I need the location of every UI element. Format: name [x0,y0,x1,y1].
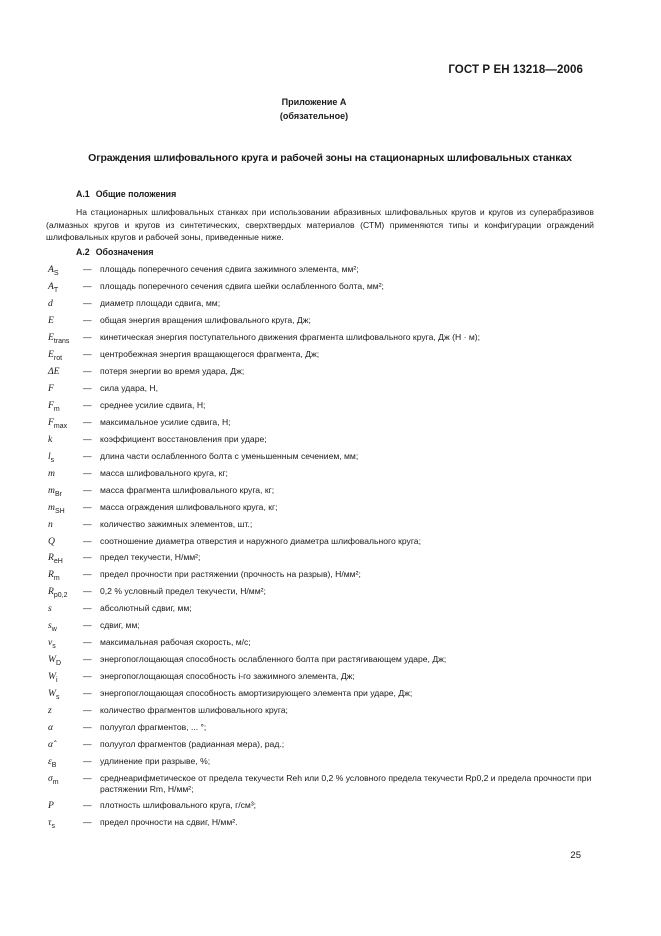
symbol-description: предел текучести, Н/мм²; [100,552,201,563]
symbol-description: предел прочности при растяжении (прочность на разрыв), Н/мм²; [100,569,361,580]
symbol-description: коэффициент восстановления при ударе; [100,433,267,444]
dash-separator: — [83,705,92,716]
symbol-subscript: Br [54,490,62,498]
symbol-description: сила удара, Н, [100,382,159,393]
dash-separator: — [83,654,92,665]
symbol-subscript: m [53,575,60,583]
symbol-description: длина части ослабленного болта с уменьшенным сечением, мм; [100,450,359,461]
symbol-subscript: max [53,422,68,430]
subsection-heading-general [76,189,176,199]
dash-separator: — [83,467,92,478]
symbol-definition-row [48,756,608,773]
symbol-description: общая энергия вращения шлифовального круга, Дж; [100,314,311,325]
annex-title: Приложение А [281,97,347,107]
symbol-description: удлинение при разрыве, %; [100,756,211,767]
symbol-definition-row [48,366,608,383]
symbol: $W_i$ [48,671,58,685]
symbol: $R_m$ [48,569,60,583]
symbol-definition-row [48,349,608,366]
dash-separator: — [83,416,92,427]
symbol-subscript: rot [53,354,63,362]
symbol: $\tau_s$ [48,817,55,830]
dash-separator: — [83,399,92,410]
annex-heading [0,95,628,123]
dash-separator: — [83,264,92,274]
symbol: $E_{trans}$ [48,331,70,345]
section-title: Ограждения шлифовального круга и рабочей зоны на стационарных шлифовальных станках [88,152,572,164]
dash-separator: — [83,688,92,699]
symbol-description: среднеарифметическое от предела текучести Reh или 0,2 % условного предела текучести Rp0,2 и предела прочности при растяжении Rm, Н/мм²; [100,773,592,795]
symbol-definition-row [48,671,608,688]
symbol-definition-row [48,536,608,553]
symbol: m [48,467,55,479]
symbol-description: площадь поперечного сечения сдвига зажимного элемента, мм²; [100,264,359,274]
symbol-description: количество фрагментов шлифовального круга; [100,705,288,716]
dash-separator: — [83,620,92,631]
symbol-definition-row [48,519,608,536]
symbol-subscript: B [51,762,57,769]
symbol-definition-row [48,264,608,281]
symbol: z [48,705,52,717]
symbol: $W_D$ [48,654,62,668]
page-number: 25 [570,850,581,861]
symbol: $R_{eH}$ [48,552,63,566]
subsection-title: Общие положения [95,189,177,199]
symbol: α̂ [48,739,54,751]
symbol-definition-row [48,315,608,332]
symbol-definition-row [48,654,608,671]
dash-separator: — [83,382,92,393]
symbol-definition-row [48,688,608,705]
symbol-subscript: eH [53,558,63,566]
symbol-definition-row [48,298,608,315]
dash-separator: — [83,671,92,682]
symbol: d [48,297,53,309]
symbol-description: максимальное усилие сдвига, Н; [100,416,231,427]
symbol-description: энергопоглощающая способность ослабленного болта при растягивающем ударе, Дж; [100,654,447,665]
dash-separator: — [83,817,92,828]
symbol-subscript: SH [54,507,65,515]
symbol-definition-row [48,434,608,451]
symbol-description: энергопоглощающая способность i-го зажимного элемента, Дж; [100,671,355,682]
symbol: $A_S$ [48,264,59,277]
symbol-description: сдвиг, мм; [100,620,140,631]
symbol-description: полуугол фрагментов, ... °; [100,722,207,733]
dash-separator: — [83,501,92,512]
symbol: E [48,314,54,326]
dash-separator: — [83,331,92,342]
symbol: F [48,382,54,394]
subsection-heading-symbols [76,247,153,257]
symbol-subscript: s [51,822,55,830]
dash-separator: — [83,603,92,614]
symbol-subscript: m [53,405,60,413]
dash-separator: — [83,535,92,546]
symbol-description: энергопоглощающая способность амортизирующего элемента при ударе, Дж; [100,688,413,699]
symbol: $v_s$ [48,637,56,651]
subsection-number: А.2 [76,247,90,257]
symbol-description: масса ограждения шлифовального круга, кг; [100,501,278,512]
symbol: $E_{rot}$ [48,348,63,362]
symbol: $A_T$ [48,280,59,294]
dash-separator: — [83,484,92,495]
symbol: $s_w$ [48,620,57,634]
symbol-description: потеря энергии во время удара, Дж; [100,365,245,376]
dash-separator: — [83,722,92,733]
symbol-definition-row [48,705,608,722]
symbol-definition-row [48,468,608,485]
symbol-subscript: T [53,286,59,294]
symbol-definition-row [48,332,608,349]
dash-separator: — [83,518,92,529]
symbol-subscript: p0,2 [53,592,68,600]
dash-separator: — [83,450,92,461]
symbol: $\sigma_m$ [48,773,59,786]
symbol: n [48,518,53,530]
dash-separator: — [83,739,92,750]
dash-separator: — [83,569,92,580]
subsection-number: А.1 [76,189,90,199]
dash-separator: — [83,280,92,291]
dash-separator: — [83,433,92,444]
symbol-definition-row [48,569,608,586]
symbol-subscript: S [53,269,59,277]
symbol-description: диаметр площади сдвига, мм; [100,297,221,308]
symbol-definition-row [48,383,608,400]
symbol: ΔE [48,365,60,377]
symbol-subscript: w [51,626,57,634]
symbol-description: максимальная рабочая скорость, м/с; [100,637,251,648]
symbol-definition-row [48,485,608,502]
symbol-definition-row [48,637,608,654]
general-provisions-paragraph [46,206,594,244]
symbol-description: среднее усилие сдвига, Н; [100,399,206,410]
symbol-definition-row [48,773,608,800]
symbol-definition-row [48,586,608,603]
symbol-description: кинетическая энергия поступательного движения фрагмента шлифовального круга, Дж (Н · м); [100,331,480,342]
symbol-definition-row [48,739,608,756]
symbol-description: абсолютный сдвиг, мм; [100,603,192,614]
dash-separator: — [83,297,92,308]
symbol: $W_s$ [48,688,60,702]
dash-separator: — [83,637,92,648]
symbol-definition-row [48,620,608,637]
symbol: s [48,603,52,615]
symbol-definition-row [48,502,608,519]
dash-separator: — [83,756,92,767]
symbol-description: центробежная энергия вращающегося фрагмента, Дж; [100,348,320,359]
symbols-list [48,264,608,834]
symbol: k [48,433,53,445]
symbol-subscript: D [56,660,62,668]
symbol-description: соотношение диаметра отверстия и наружного диаметра шлифовального круга; [100,535,421,546]
symbol: $\varepsilon_B$ [48,756,57,769]
symbol-description: количество зажимных элементов, шт.; [100,518,253,529]
dash-separator: — [83,348,92,359]
symbol-definition-row [48,603,608,620]
symbol: $F_m$ [48,399,60,413]
symbol: $R_{p0,2}$ [48,586,68,600]
symbol-subscript: m [52,778,59,786]
symbol-description: предел прочности на сдвиг, Н/мм². [100,817,238,828]
symbol-definition-row [48,400,608,417]
symbol-definition-row [48,281,608,298]
symbol: $F_{max}$ [48,416,68,430]
symbol: P [48,800,54,812]
symbol: Q [48,535,55,547]
symbol-subscript: s [56,694,60,702]
symbol-definition-row [48,817,608,834]
dash-separator: — [83,773,92,784]
symbol-description: полуугол фрагментов (радианная мера), рад.; [100,739,285,750]
dash-separator: — [83,586,92,597]
symbol-subscript: s [50,456,55,464]
symbol-definition-row [48,417,608,434]
symbol: $l_s$ [48,450,55,464]
dash-separator: — [83,552,92,563]
subsection-title: Обозначения [95,247,154,257]
symbol-subscript: s [52,643,56,651]
symbol: $m_{Br}$ [48,484,62,498]
symbol-definition-row [48,451,608,468]
annex-status: (обязательное) [279,111,349,121]
dash-separator: — [83,314,92,325]
symbol-subscript: i [56,677,58,685]
symbol-description: масса шлифовального круга, кг; [100,467,228,478]
dash-separator: — [83,800,92,811]
paragraph-text: На стационарных шлифовальных станках при использовании абразивных шлифовальных кругов и кругов из суперабразивов (алмазных кругов и кругов из синтетических, сверхтвердых материалов (СТМ) применяются типы и конфигурации ограждений шлифовальных кругов и рабочей зоны, приведенные ниже. [46,207,594,243]
symbol-description: 0,2 % условный предел текучести, Н/мм²; [100,586,266,597]
symbol-definition-row [48,552,608,569]
symbol-subscript: trans [53,337,70,345]
symbol: $m_{SH}$ [48,501,65,515]
document-code: ГОСТ Р ЕН 13218—2006 [448,64,583,76]
dash-separator: — [83,365,92,376]
symbol-definition-row [48,722,608,739]
symbol: α [48,722,54,734]
symbol-description: масса фрагмента шлифовального круга, кг; [100,484,275,495]
symbol-description: площадь поперечного сечения сдвига шейки ослабленного болта, мм²; [100,280,384,291]
symbol-description: плотность шлифовального круга, г/см³; [100,800,257,811]
symbol-definition-row [48,800,608,817]
